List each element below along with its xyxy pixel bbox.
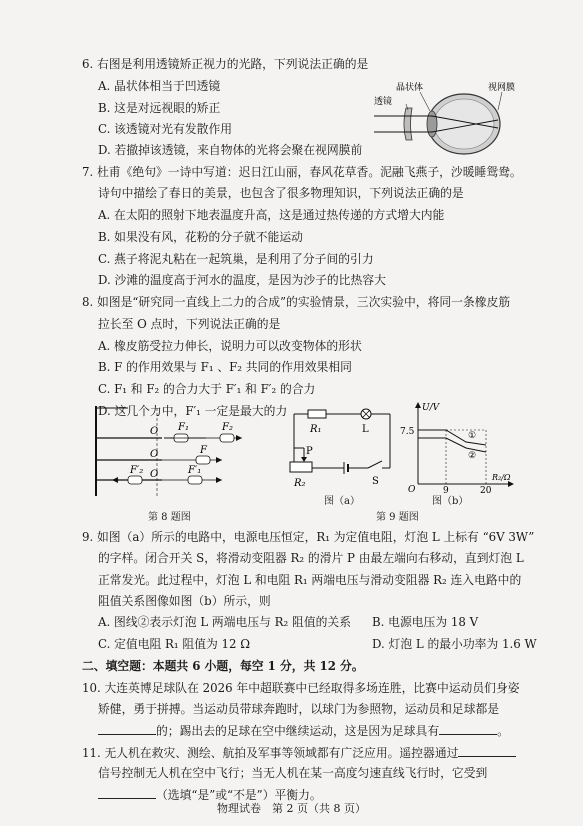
- q11-line-1-text: 11. 无人机在救灾、测绘、航拍及军事等领域都有广泛应用。遥控器通过: [82, 746, 459, 760]
- q8-label-f1p: F′₁: [188, 465, 202, 476]
- q9-option-b: B. 电源电压为 18 V: [372, 615, 479, 629]
- q9-label-xaxis: R₂/Ω: [492, 473, 511, 482]
- q8-option-b: B. F 的作用效果与 F₁ 、F₂ 共同的作用效果相同: [98, 360, 352, 374]
- q8-option-c: C. F₁ 和 F₂ 的合力大于 F′₁ 和 F′₂ 的合力: [98, 382, 316, 396]
- q8-label-o2: O: [150, 449, 159, 460]
- q8-option-a: A. 橡皮筋受拉力伸长，说明力可以改变物体的形状: [98, 339, 362, 353]
- q9-label-curve1: ①: [468, 431, 477, 441]
- q6-eye-figure: [372, 80, 522, 158]
- q9-line-1: 9. 如图（a）所示的电路中，电源电压恒定，R₁ 为定值电阻，灯泡 L 上标有 “6V 3W”: [82, 530, 535, 544]
- q9-circuit-figure: [286, 408, 404, 498]
- q10-line-3a: 的；踢出去的足球在空中继续运动，这是因为足球具有: [156, 724, 440, 738]
- q6-stem: 6. 右图是利用透镜矫正视力的光路，下列说法正确的是: [82, 57, 369, 71]
- q6-option-b: B. 这是对远视眼的矫正: [98, 101, 221, 115]
- q10-line-2: 矫健，勇于拼搏。当运动员带球奔跑时，以球门为参照物，运动员和足球都是: [98, 702, 500, 716]
- q9-label-y75: 7.5: [400, 427, 415, 437]
- q7-stem-2: 诗句中描绘了春日的美景，也包含了很多物理知识，下列说法正确的是: [98, 186, 464, 200]
- q9-figure-caption: 第 9 题图: [376, 512, 419, 523]
- q7-stem-1: 7. 杜甫《绝句》一诗中写道：迟日江山丽，春风花草香。泥融飞燕子，沙暖睡鸳鸯。: [82, 165, 522, 179]
- q9-label-x9: 9: [443, 486, 449, 496]
- q9-label-r2: R₂: [294, 478, 306, 489]
- q10-line-3b: 。: [497, 724, 509, 738]
- q10-blank-2[interactable]: [439, 722, 497, 735]
- q8-label-f: F: [200, 445, 207, 456]
- q7-option-a: A. 在太阳的照射下地表温度升高，这是通过热传递的方式增大内能: [98, 208, 445, 222]
- q7-option-c: C. 燕子将泥丸粘在一起筑巢，是利用了分子间的引力: [98, 252, 374, 266]
- q11-line-2: 信号控制无人机在空中飞行；当无人机在某一高度匀速直线飞行时，它受到: [98, 766, 488, 780]
- q11-blank-1[interactable]: [458, 744, 516, 757]
- q9-line-3: 正常发光。此过程中，灯泡 L 和电阻 R₁ 两端电压与滑动变阻器 R₂ 连入电路中的: [98, 573, 522, 587]
- q9-label-curve2: ②: [468, 451, 477, 461]
- q10-line-1: 10. 大连英博足球队在 2026 年中超联赛中已经取得多场连胜，比赛中运动员们身姿: [82, 681, 520, 695]
- q8-label-f2: F₂: [222, 422, 233, 433]
- q9-figure-a-caption: 图（a）: [324, 496, 360, 507]
- q9-label-p: P: [306, 446, 313, 457]
- q8-option-d: D. 这几个力中，F′₁ 一定是最大的力: [98, 404, 288, 418]
- q11-line-3-text: （选填“是”或“不是”）平衡力。: [156, 788, 322, 802]
- q8-label-f2p: F′₂: [130, 465, 144, 476]
- q9-line-2: 的字样。闭合开关 S，将滑动变阻器 R₂ 的滑片 P 由最左端向右移动，直到灯泡 L: [98, 551, 524, 565]
- q9-option-c: C. 定值电阻 R₁ 阻值为 12 Ω: [98, 637, 251, 651]
- q8-label-o1: O: [150, 426, 159, 437]
- q9-label-r1: R₁: [310, 424, 322, 435]
- q6-label-lens: 透镜: [374, 97, 393, 107]
- q9-option-a: A. 图线②表示灯泡 L 两端电压与 R₂ 阻值的关系: [98, 615, 352, 629]
- q6-label-retina: 视网膜: [488, 83, 516, 93]
- q10-line-3: [98, 722, 509, 739]
- q6-option-c: C. 该透镜对光有发散作用: [98, 122, 233, 136]
- q8-stem-1: 8. 如图是“研究同一直线上二力的合成”的实验情景，三次实验中，将同一条橡皮筋: [82, 295, 511, 309]
- q11-blank-2[interactable]: [98, 786, 156, 799]
- q8-label-f1: F₁: [178, 422, 189, 433]
- q6-option-a: A. 晶状体相当于凹透镜: [98, 79, 221, 93]
- q9-label-l: L: [362, 424, 369, 435]
- section-2-title: 二、填空题：本题共 6 小题，每空 1 分，共 12 分。: [82, 659, 364, 673]
- q8-label-o3: O: [150, 469, 159, 480]
- q8-stem-2: 拉长至 O 点时，下列说法正确的是: [98, 317, 281, 331]
- q7-option-d: D. 沙滩的温度高于河水的温度，是因为沙子的比热容大: [98, 273, 386, 287]
- q9-option-d: D. 灯泡 L 的最小功率为 1.6 W: [372, 637, 537, 651]
- q9-figure-b-caption: 图（b）: [432, 496, 469, 507]
- q8-figure: [92, 400, 282, 502]
- q9-line-4: 阻值关系图像如图（b）所示，则: [98, 594, 271, 608]
- q9-label-origin: O: [408, 485, 416, 495]
- q7-option-b: B. 如果没有风，花粉的分子就不能运动: [98, 230, 303, 244]
- q9-label-yaxis: U/V: [422, 403, 440, 413]
- q6-option-d: D. 若撤掉该透镜，来自物体的光将会聚在视网膜前: [98, 143, 363, 157]
- q10-blank-1[interactable]: [98, 722, 156, 735]
- q8-figure-caption: 第 8 题图: [148, 512, 191, 523]
- page-footer: 物理试卷 第 2 页（共 8 页）: [217, 802, 366, 815]
- q11-line-1: [82, 744, 516, 761]
- q6-label-crystal: 晶状体: [396, 83, 424, 93]
- q9-label-s: S: [372, 476, 379, 487]
- q9-label-x20: 20: [480, 486, 492, 496]
- q9-graph-figure: [400, 400, 518, 496]
